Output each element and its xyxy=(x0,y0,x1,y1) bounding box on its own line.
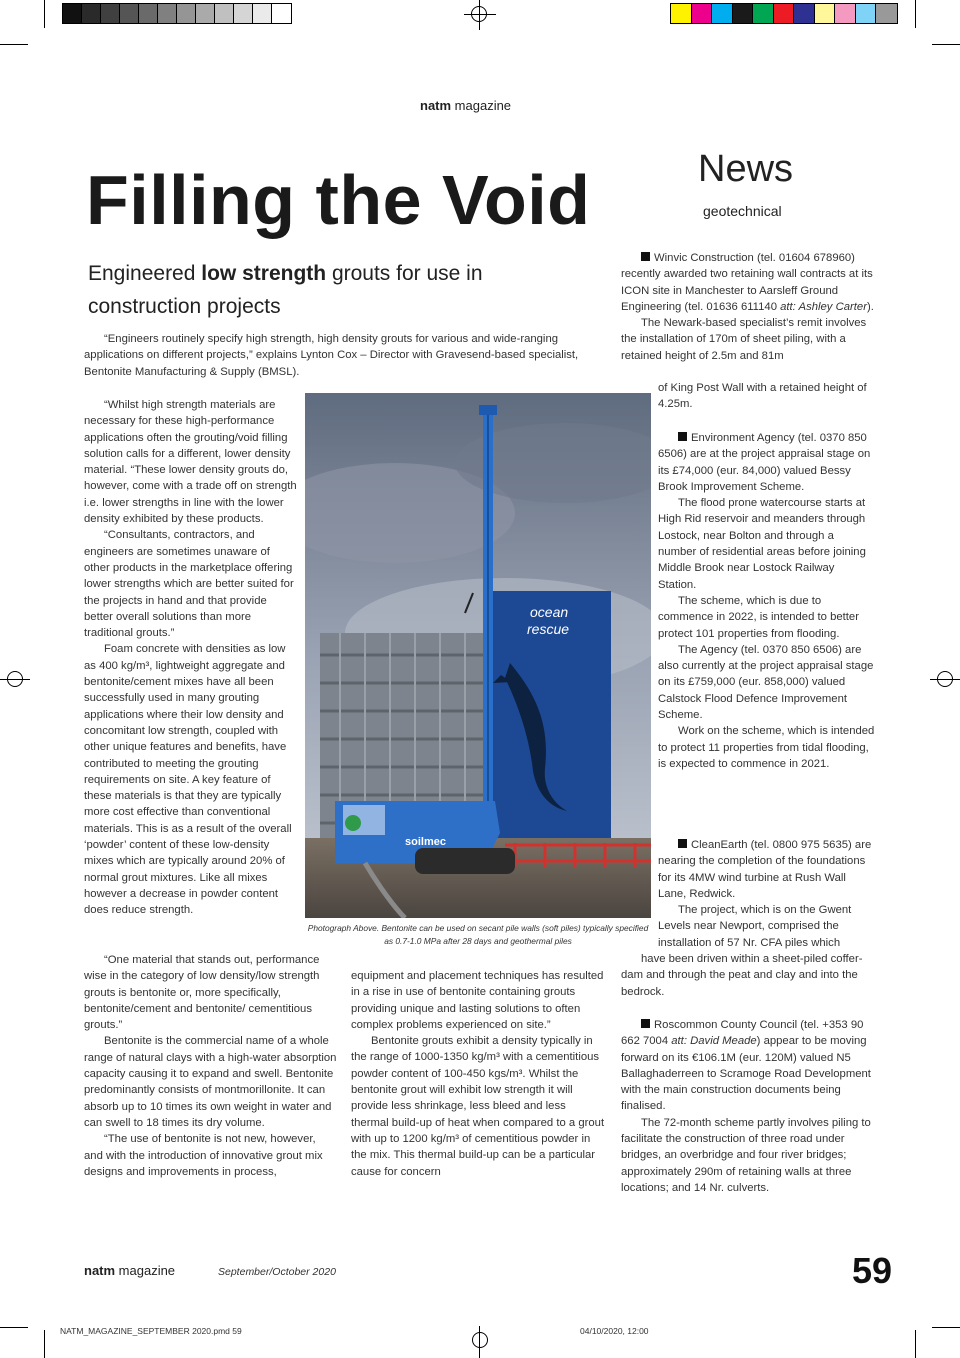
crop-mark xyxy=(915,1330,916,1358)
bullet-square-icon xyxy=(678,839,687,848)
paragraph: equipment and placement techniques has resulted in a rise in use of bentonite containing grouts providing unique and lasting solutions to often complex problems experienced on site.” xyxy=(351,970,604,1031)
footer-brand: natm magazine xyxy=(84,1263,176,1278)
calibration-swatch xyxy=(234,4,253,23)
calibration-swatch xyxy=(82,4,101,23)
news-item-roscommon: Roscommon County Council (tel. +353 90 662 7004 att: David Meade) appear to be moving forward on its €106.1M (eur. 120M) valued N5 Ballaghaderreen to Scramoge Road Development with the main construction documents being finalised. The 72-month scheme partly involves piling to facilitate the construction of three road under bridges, an overbridge and four river bridges; approximately 290m of retaining walls at three locations; and 14 Nr. culverts. xyxy=(621,1019,871,1194)
paragraph: “One material that stands out, performance wise in the category of low density/low strength grouts is bentonite or, more specifically, bentonite/cement and bentonite/ cementitious grouts.” xyxy=(84,954,320,1032)
calibration-swatch xyxy=(215,4,234,23)
calibration-swatch xyxy=(158,4,177,23)
crop-mark xyxy=(915,0,916,28)
news-item-winvic-cont: of King Post Wall with a retained height of 4.25m. xyxy=(658,382,867,411)
paragraph: Bentonite is the commercial name of a whole range of natural clays with a high-water absorption capacity causing it to expand and swell. Bentonite predominantly consists of montmorillonite. It can absorb up to 10 times its own weight in water and can swell to 18 times its dry volume. xyxy=(84,1035,337,1129)
paragraph: “Consultants, contractors, and engineers are sometimes unaware of other products in the marketplace offering lower strengths which are better suited for the projects in hand and that provide better overall solutions than more traditional grouts.” xyxy=(84,529,294,640)
news-item-cleanearth-cont: have been driven within a sheet-piled coffer-dam and through the peat and clay and into the bedrock. xyxy=(621,953,863,998)
registration-line xyxy=(479,1326,480,1358)
calibration-swatch xyxy=(774,4,795,23)
paragraph: “Whilst high strength materials are necessary for these high-performance applications often the grouting/void filling solution calls for a different, lower density material. “These lower density grouts do, however, come with a trade off on strength i.e. lower strengths in line with the lower density exhibited by these products. xyxy=(84,399,297,526)
crop-mark xyxy=(932,1327,960,1328)
crop-mark xyxy=(0,44,28,45)
calibration-swatch xyxy=(63,4,82,23)
page-number: 59 xyxy=(852,1250,893,1291)
calibration-swatch xyxy=(835,4,856,23)
crop-mark xyxy=(44,0,45,28)
registration-mark-bottom xyxy=(472,1332,488,1348)
calibration-swatch xyxy=(876,4,897,23)
calibration-swatch xyxy=(733,4,754,23)
article-subtitle: Engineered low strength grouts for use in construction projects xyxy=(88,262,483,318)
calibration-swatch xyxy=(177,4,196,23)
calibration-swatch xyxy=(272,4,291,23)
news-item-winvic: Winvic Construction (tel. 01604 678960) recently awarded two retaining wall contracts at its ICON site in Manchester to Aarsleff Ground Engineering (tel. 01636 611140 att: Ashley Carter). The Newark-based specialist’s remit involves the installation of 170m of sheet piling, with a retained height of 2.5m and 81m xyxy=(621,252,874,362)
registration-line xyxy=(0,679,30,680)
calibration-swatch xyxy=(253,4,272,23)
calibration-swatch xyxy=(794,4,815,23)
registration-line xyxy=(930,679,960,680)
article-intro: “Engineers routinely specify high strength, high density grouts for various and wide-ranging applications on different projects,” explains Lynton Cox – Director with Gravesend-based specialist, Bentonite Manufacturing & Supply (BMSL). xyxy=(84,333,579,378)
article-column-1-lower xyxy=(84,952,337,1180)
billboard-text-2: rescue xyxy=(527,621,570,637)
calibration-swatch xyxy=(815,4,836,23)
paragraph: Foam concrete with densities as low as 400 kg/m³, lightweight aggregate and bentonite/cement mixes have all been successfully used in many grouting applications where their low density and concomitant low strength, coupled with other unique features and benefits, have contributed to meeting the grouting requirements on site. A key feature of these materials is that they are typically more cost effective than conventional materials. This is as a result of the overall ‘powder’ content of these low-density mixes which are typically around 20% of normal grout mixtures. Like all mixes however a decrease in powder content does reduce strength. xyxy=(84,643,292,917)
calibration-swatch xyxy=(139,4,158,23)
billboard-text-1: ocean xyxy=(530,604,569,620)
article-column-1 xyxy=(84,397,298,919)
paragraph: Bentonite grouts exhibit a density typically in the range of 1000-1350 kg/m³ with a cementitious powder content of 100-450 kgs/m³. Whilst the bentonite grout will exhibit low strength it will provide less shrinkage, less bleed and less thermal build-up of heat when compared to a grout with up to 1200 kg/m³ of cementitious powder in the mix. This thermal build-up can be a particular cause for concern xyxy=(351,1035,605,1178)
bullet-square-icon xyxy=(641,252,650,261)
calibration-swatch xyxy=(856,4,877,23)
calibration-swatch xyxy=(196,4,215,23)
news-subheading: geotechnical xyxy=(703,203,782,219)
print-timestamp: 04/10/2020, 12:00 xyxy=(580,1326,649,1336)
registration-line xyxy=(464,14,496,15)
news-item-environment-agency: Environment Agency (tel. 0370 850 6506) are at the project appraisal stage on its £74,000 (eur. 84,000) valued Bessy Brook Improvement Scheme. The flood prone watercourse starts at High Rid reservoir and meanders through Lostock, near Bolton and through a number of residential areas before joining Middle Brook near Lostock Railway Station. The scheme, which is due to commence in 2022, is intended to better protect 101 properties from flooding. The Agency (tel. 0370 850 6506) are also currently at the project appraisal stage on its £759,000 (eur. 858,000) valued Calstock Flood Defence Improvement Scheme. Work on the scheme, which is intended to protect 11 properties from tidal flooding, is expected to commence in 2021. xyxy=(658,432,875,770)
registration-line xyxy=(479,0,480,30)
brand-bold: natm xyxy=(420,98,452,113)
photo-caption: Photograph Above. Bentonite can be used on secant pile walls (soft piles) typically specified as 0.7-1.0 MPa after 28 days and geothermal piles xyxy=(307,923,649,946)
news-item-cleanearth: CleanEarth (tel. 0800 975 5635) are nearing the completion of the foundations for its 4MW wind turbine at Rush Wall Lane, Redwick. The project, which is on the Gwent Levels near Newport, comprised the installation of 57 Nr. CFA piles which xyxy=(658,839,872,949)
article-column-2 xyxy=(351,968,605,1180)
calibration-swatch xyxy=(692,4,713,23)
article-photo xyxy=(305,393,651,918)
crop-mark xyxy=(932,44,960,45)
news-heading: News xyxy=(698,148,794,190)
header-brand xyxy=(420,98,511,113)
footer-date: September/October 2020 xyxy=(218,1266,336,1278)
rig-brand-text: soilmec xyxy=(405,836,446,848)
print-file-slug: NATM_MAGAZINE_SEPTEMBER 2020.pmd 59 xyxy=(60,1326,242,1336)
crop-mark xyxy=(0,1327,28,1328)
bullet-square-icon xyxy=(678,432,687,441)
crop-mark xyxy=(44,1330,45,1358)
calibration-swatch xyxy=(120,4,139,23)
brand-rest: magazine xyxy=(451,98,512,113)
bullet-square-icon xyxy=(641,1019,650,1028)
calibration-swatch xyxy=(712,4,733,23)
calibration-swatch xyxy=(753,4,774,23)
calibration-swatch xyxy=(671,4,692,23)
paragraph: “The use of bentonite is not new, however, and with the introduction of innovative grout mix designs and improvements in process, xyxy=(84,1133,323,1178)
article-title: Filling the Void xyxy=(86,161,591,239)
calibration-swatch xyxy=(101,4,120,23)
